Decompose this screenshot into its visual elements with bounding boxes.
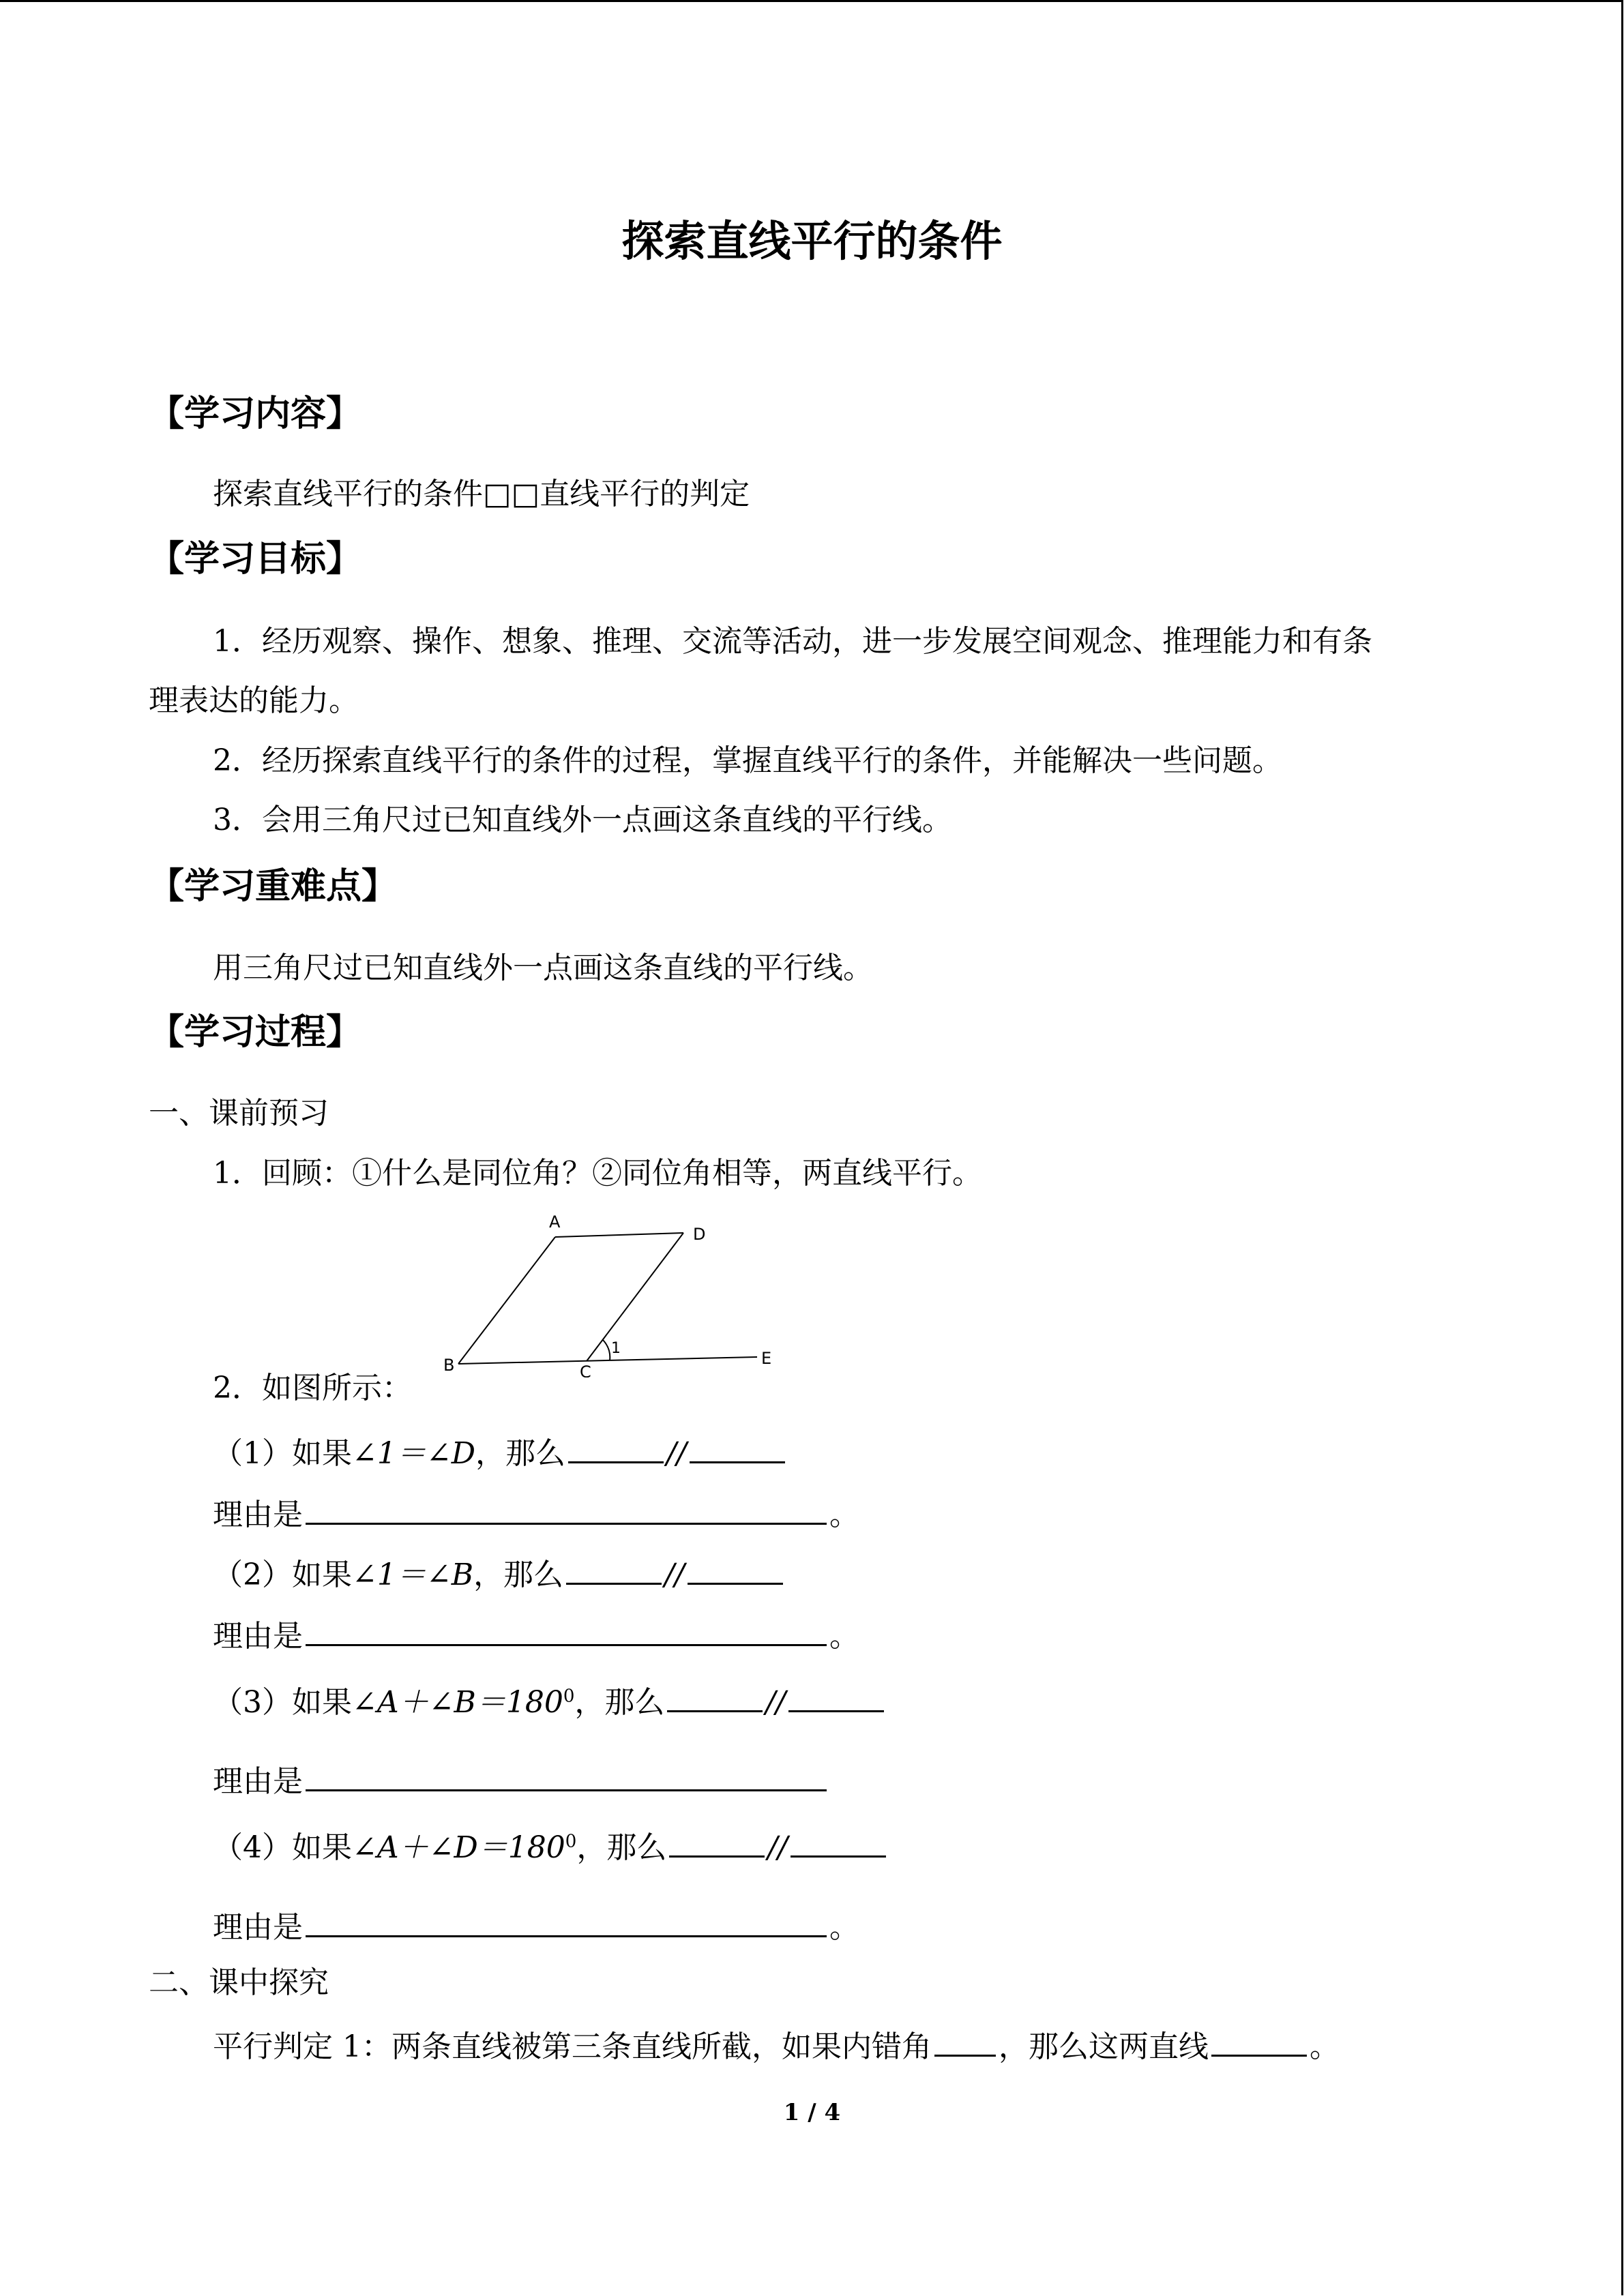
item-2-reason-label: 理由是	[213, 1619, 303, 1654]
label-a: A	[549, 1212, 561, 1232]
item-2-blank-right[interactable]	[688, 1551, 783, 1585]
judgement-1-period: 。	[1309, 2029, 1340, 2064]
item-1-then: ，那么	[475, 1436, 566, 1471]
item-4-condition: ∠A＋∠D＝180	[352, 1830, 565, 1865]
item-3-reason-blank[interactable]	[306, 1758, 827, 1791]
goal-2: 2．经历探索直线平行的条件的过程，掌握直线平行的条件，并能解决一些问题。	[213, 743, 1282, 778]
item-2-blank-left[interactable]	[566, 1551, 662, 1585]
line-be	[458, 1357, 757, 1364]
label-e: E	[761, 1349, 772, 1368]
page-title: 探索直线平行的条件	[621, 216, 1003, 266]
question-1: 1．回顾：①什么是同位角？②同位角相等，两直线平行。	[213, 1156, 982, 1191]
judgement-1	[213, 2023, 1340, 2066]
geometry-figure	[437, 1207, 791, 1377]
item-3-parallel: //	[765, 1685, 786, 1720]
judgement-1-text: 平行判定 1：两条直线被第三条直线所截，如果内错角	[213, 2029, 932, 2064]
question-2: 2．如图所示：	[213, 1371, 412, 1405]
section-heading-content: 【学习内容】	[149, 393, 362, 434]
label-d: D	[693, 1225, 706, 1244]
item-4-degree: 0	[565, 1831, 577, 1852]
item-4-blank-left[interactable]	[669, 1824, 765, 1858]
item-3-then: ，那么	[574, 1685, 665, 1720]
item-1-reason-blank[interactable]	[306, 1491, 827, 1525]
goal-3: 3．会用三角尺过已知直线外一点画这条直线的平行线。	[213, 803, 952, 837]
angle-1-arc	[603, 1340, 610, 1360]
item-2-period: 。	[829, 1619, 859, 1654]
item-1-condition: ∠1＝∠D	[352, 1436, 476, 1471]
item-2-reason-blank[interactable]	[306, 1613, 827, 1646]
page-number: 1 / 4	[783, 2099, 841, 2126]
item-2-reason	[213, 1613, 859, 1656]
item-4-reason-blank[interactable]	[306, 1904, 827, 1937]
item-4-num: （4）如果	[213, 1830, 352, 1865]
section-heading-difficulty: 【学习重难点】	[149, 865, 398, 907]
goal-1-line-2: 理表达的能力。	[149, 683, 359, 718]
item-3-blank-left[interactable]	[667, 1679, 763, 1712]
segment-ab	[458, 1237, 555, 1364]
content-text: 探索直线平行的条件□□直线平行的判定	[213, 477, 750, 511]
item-1-reason	[213, 1491, 859, 1534]
item-1-reason-label: 理由是	[213, 1497, 303, 1532]
item-3-reason-label: 理由是	[213, 1764, 303, 1799]
item-1-blank-left[interactable]	[568, 1430, 664, 1463]
difficulty-text: 用三角尺过已知直线外一点画这条直线的平行线。	[213, 951, 873, 985]
item-1-num: （1）如果	[213, 1436, 352, 1471]
item-2-condition: ∠1＝∠B	[352, 1557, 474, 1592]
item-4-reason-label: 理由是	[213, 1910, 303, 1945]
item-2	[213, 1551, 786, 1594]
item-3-condition: ∠A＋∠B＝180	[352, 1685, 563, 1720]
item-2-parallel: //	[664, 1557, 685, 1592]
item-3-num: （3）如果	[213, 1685, 352, 1720]
item-4	[213, 1824, 889, 1867]
item-1	[213, 1430, 788, 1473]
goal-1-line-1: 1．经历观察、操作、想象、推理、交流等活动，进一步发展空间观念、推理能力和有条	[213, 624, 1372, 659]
label-c: C	[580, 1362, 591, 1377]
judgement-1-then: ，那么这两直线	[998, 2029, 1209, 2064]
item-4-then: ，那么	[576, 1830, 667, 1865]
item-3-reason	[213, 1758, 829, 1801]
item-4-period: 。	[829, 1910, 859, 1945]
item-3-blank-right[interactable]	[788, 1679, 884, 1712]
judgement-1-blank-angle[interactable]	[934, 2023, 996, 2057]
part2-heading: 二、课中探究	[149, 1965, 329, 2000]
item-4-blank-right[interactable]	[791, 1824, 886, 1858]
item-4-reason	[213, 1904, 859, 1947]
segment-dc	[587, 1233, 683, 1361]
item-1-blank-right[interactable]	[690, 1430, 785, 1463]
item-4-parallel: //	[767, 1830, 788, 1865]
item-1-parallel: //	[666, 1436, 687, 1471]
item-2-then: ，那么	[473, 1557, 564, 1592]
label-angle-1: 1	[611, 1340, 621, 1357]
segment-ad	[555, 1233, 683, 1237]
item-3	[213, 1679, 887, 1722]
judgement-1-blank-result[interactable]	[1211, 2023, 1307, 2057]
item-2-num: （2）如果	[213, 1557, 352, 1592]
item-1-period: 。	[829, 1497, 859, 1532]
label-b: B	[443, 1356, 455, 1375]
section-heading-process: 【学习过程】	[149, 1011, 362, 1053]
item-3-degree: 0	[563, 1686, 575, 1707]
section-heading-goals: 【学习目标】	[149, 538, 362, 580]
part1-heading: 一、课前预习	[149, 1096, 329, 1131]
